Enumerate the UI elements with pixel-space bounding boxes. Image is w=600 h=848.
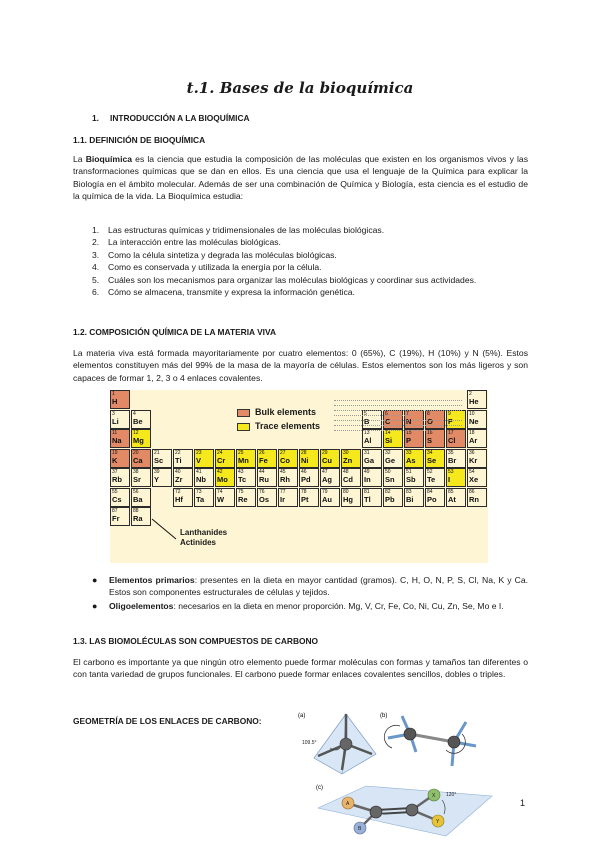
atomic-number: 34 [427,449,433,456]
element-cell-cs [110,488,130,507]
element-cell-sr [131,468,151,487]
atomic-number: 55 [112,488,118,495]
atomic-number: 31 [364,449,370,456]
atomic-number: 13 [364,430,370,436]
element-cell-cr [215,449,235,468]
legend-trace-label: Trace elements [255,421,321,431]
bullet-text: : necesarios en la dieta en menor proporción. Mg, V, Cr, Fe, Co, Ni, Cu, Zn, Se, Mo e I. [173,600,504,611]
element-symbol: Au [322,494,332,504]
angle-label-trigonal: 120° [446,792,457,798]
element-cell-au [320,488,340,507]
element-cell-fe [257,449,277,468]
geometry-heading: GEOMETRÍA DE LOS ENLACES DE CARBONO: [73,716,262,726]
element-symbol: Sr [133,475,141,484]
element-symbol: Mg [133,436,144,445]
element-cell-hg [341,488,361,507]
list-item [92,224,528,236]
element-cell-li [110,410,130,429]
element-symbol: In [364,475,371,484]
bullet-term: Elementos primarios [109,575,195,585]
atomic-number: 6 [385,410,388,417]
atomic-number: 38 [133,469,139,475]
section-number: 1. [92,113,99,123]
element-symbol: Be [133,416,143,426]
legend-bulk [237,406,316,419]
list-text: Cuáles son los mecanismos para organizar las moléculas biológicas y coordinar sus actividades. [108,274,477,285]
element-cell-se [425,449,445,468]
atom-label-a: A [346,801,350,807]
element-symbol: Te [427,475,436,484]
element-symbol: Pb [385,494,395,504]
atomic-number: 43 [238,469,244,475]
atomic-number: 18 [469,430,475,436]
element-symbol: Ge [385,455,396,465]
atomic-number: 46 [301,469,307,475]
atomic-number: 48 [343,469,349,475]
composition-paragraph: La materia viva está formada mayoritariamente por cuatro elementos: 0 (65%), C (19%), H (10%) y N (5%). Estos elementos constituyen más del 99% de la masa de la mayoría de células. Estos elementos son los más ligeros y son capaces de formar 1, 2, 3 o 4 enlaces covalentes. [73,348,528,383]
atomic-number: 78 [301,488,307,495]
double-bond-model [318,786,492,836]
atom-label-x: X [432,793,436,799]
element-symbol: Cu [322,455,332,465]
atomic-number: 88 [133,508,139,514]
element-cell-w [215,488,235,507]
atomic-number: 26 [259,449,265,456]
atomic-number: 11 [112,430,118,436]
atomic-number: 42 [217,469,223,475]
element-cell-br [446,449,466,468]
atomic-number: 52 [427,469,433,475]
rotation-model [384,716,476,766]
element-symbol: Co [280,455,290,465]
element-symbol: Ir [280,494,286,504]
atomic-number: 51 [406,469,412,475]
list-item [92,574,528,599]
element-cell-mo [215,468,235,487]
element-symbol: Sc [154,455,164,465]
element-cell-tl [362,488,382,507]
element-cell-k [110,449,130,468]
atomic-number: 56 [133,488,139,495]
actinides-label: Actinides [180,538,217,547]
atomic-number: 21 [154,449,160,456]
carbon-paragraph: El carbono es importante ya que ningún otro elemento puede formar moléculas con formas y tamaños tan diferentes o con tanta variedad de grupos funcionales. El carbono puede formar enlaces covalentes sencillos, dobles o triples. [73,657,528,680]
atomic-number: 25 [238,449,244,456]
atomic-number: 75 [238,488,244,495]
atomic-number: 54 [469,469,475,475]
atomic-number: 37 [112,469,118,475]
element-cell-co [278,449,298,468]
lanthanides-label: Lanthanides [180,528,228,537]
periodic-table-figure [110,390,488,563]
element-cell-cu [320,449,340,468]
element-cell-tc [236,468,256,487]
atomic-number: 40 [175,469,181,475]
atomic-number: 5 [364,410,367,417]
element-symbol: Mo [217,475,228,484]
atomic-number: 72 [175,488,181,495]
element-symbol: Bi [406,494,414,504]
list-item [92,236,528,248]
paragraph-body: es la ciencia que estudia la composición de las moléculas que existen en los organismos vivos y las transformaciones químicas que se dan en ellos. Es una ciencia que usa el lenguaje de la Química para explicar la Biología en el ámbito molecular. Además de ser una combinación de Química y Biología, esta ciencia es el estudio de la química de la vida. La Bioquímica estudia: [73,154,529,202]
f-block-labels [180,528,227,548]
subsection-heading-1-2: 1.2. COMPOSICIÓN QUÍMICA DE LA MATERIA VIVA [73,327,277,337]
atomic-number: 10 [469,410,475,417]
atomic-number: 80 [343,488,349,495]
atomic-number: 49 [364,469,370,475]
atomic-number: 20 [133,449,139,456]
element-symbol: Li [112,416,119,426]
element-symbol: Nb [196,475,206,484]
element-cell-ra [131,507,151,526]
atomic-number: 22 [175,449,181,456]
element-cell-re [236,488,256,507]
element-symbol: Cs [112,494,122,504]
element-symbol: Po [427,494,437,504]
element-groups-list [92,574,528,614]
element-symbol: Zn [343,455,353,465]
atomic-number: 33 [406,449,412,456]
section-title: INTRODUCCIÓN A LA BIOQUÍMICA [110,113,250,123]
element-cell-bi [404,488,424,507]
element-symbol: Ta [196,494,205,504]
element-symbol: W [217,494,225,504]
list-text: La interacción entre las moléculas biológicas. [108,237,281,248]
element-symbol: Kr [469,455,478,465]
element-symbol: Na [112,436,122,445]
element-symbol: Tl [364,494,371,504]
list-item [92,274,528,286]
element-cell-kr [467,449,487,468]
element-cell-fr [110,507,130,526]
atomic-number: 47 [322,469,328,475]
legend-fineprint [334,400,462,432]
atomic-number: 32 [385,449,391,456]
list-number: 1. [92,225,100,235]
element-symbol: Al [364,436,372,445]
list-number: 4. [92,262,100,273]
element-cell-rn [467,488,487,507]
atomic-number: 7 [406,410,409,417]
list-text: Las estructuras químicas y tridimensionales de las moléculas biológicas. [108,225,385,235]
element-symbol: F [448,416,453,426]
list-item [92,261,528,273]
element-symbol: N [406,416,412,426]
list-text: Como la célula sintetiza y degrada las moléculas biológicas. [108,249,337,260]
list-item [92,249,528,261]
atom-label-b: B [358,826,362,832]
section-heading-1 [92,112,250,124]
element-cell-xe [467,468,487,487]
element-symbol: K [112,455,118,465]
list-number: 2. [92,237,100,248]
element-symbol: Pd [301,475,311,484]
element-cell-ru [257,468,277,487]
element-cell-sn [383,468,403,487]
atomic-number: 15 [406,430,412,436]
element-cell-ti [173,449,193,468]
element-symbol: Rb [112,475,122,484]
atomic-number: 16 [427,430,433,436]
atomic-number: 50 [385,469,391,475]
atomic-number: 74 [217,488,223,495]
paragraph-lead: La [73,154,86,164]
atomic-number: 41 [196,469,202,475]
element-cell-in [362,468,382,487]
element-cell-ba [131,488,151,507]
element-cell-ca [131,449,151,468]
element-symbol: Sb [406,475,416,484]
element-cell-os [257,488,277,507]
element-cell-ar [467,429,487,448]
atomic-number: 29 [322,449,328,456]
element-symbol: Ti [175,455,182,465]
atomic-number: 83 [406,488,412,495]
element-symbol: O [427,416,433,426]
element-symbol: H [112,397,118,406]
legend-bulk-label: Bulk elements [255,407,317,417]
element-symbol: At [448,494,456,504]
atomic-number: 19 [112,449,118,456]
element-symbol: Cl [448,436,456,445]
angle-label-tetrahedral: 109.5° [302,740,317,746]
element-cell-cd [341,468,361,487]
element-symbol: Cr [217,455,226,465]
atomic-number: 85 [448,488,454,495]
atomic-number: 14 [385,430,391,436]
bullet-icon: ● [92,575,98,585]
list-text: Cómo se almacena, transmite y expresa la información genética. [108,287,355,298]
atomic-number: 77 [280,488,286,495]
element-symbol: I [448,475,451,484]
element-symbol: Ag [322,475,332,484]
element-symbol: Xe [469,475,479,484]
element-cell-be [131,410,151,429]
atomic-number: 87 [112,508,118,514]
element-symbol: Hg [343,494,353,504]
element-symbol: P [406,436,412,445]
atomic-number: 35 [448,449,454,456]
element-cell-ne [467,410,487,429]
element-cell-nb [194,468,214,487]
atomic-number: 39 [154,469,160,475]
element-cell-mg [131,429,151,448]
atomic-number: 30 [343,449,349,456]
atomic-number: 27 [280,449,286,456]
element-symbol: Ne [469,416,479,426]
element-cell-pd [299,468,319,487]
element-symbol: Re [238,494,248,504]
lanthanides-pointer-icon [150,517,182,543]
atomic-number: 73 [196,488,202,495]
element-cell-he [467,390,487,409]
trace-swatch [237,423,250,431]
element-cell-h [110,390,130,409]
atomic-number: 3 [112,410,115,417]
atomic-number: 23 [196,449,202,456]
element-symbol: Rn [469,494,479,504]
fig-label-c: (c) [316,785,323,791]
element-symbol: Fr [112,514,120,523]
element-symbol: Ga [364,455,375,465]
bulk-swatch [237,409,250,417]
atomic-number: 45 [280,469,286,475]
element-cell-zn [341,449,361,468]
legend-trace [237,420,320,433]
element-cell-hf [173,488,193,507]
element-symbol: Mn [238,455,249,465]
element-symbol: Pt [301,494,309,504]
element-cell-ga [362,449,382,468]
element-symbol: Ar [469,436,478,445]
element-symbol: B [364,416,370,426]
element-cell-ni [299,449,319,468]
atomic-number: 79 [322,488,328,495]
list-number: 6. [92,287,100,298]
element-cell-ge [383,449,403,468]
element-cell-i [446,468,466,487]
element-symbol: Hf [175,494,183,504]
element-cell-sb [404,468,424,487]
subsection-heading-1-1: 1.1. DEFINICIÓN DE BIOQUÍMICA [73,135,206,145]
element-cell-ag [320,468,340,487]
bullet-icon: ● [92,600,98,611]
biochemistry-topics-list [92,224,528,299]
element-symbol: Ru [259,475,269,484]
atomic-number: 2 [469,391,472,397]
tetrahedron-model [302,714,376,774]
fig-label-b: (b) [380,713,388,719]
atomic-number: 44 [259,469,265,475]
bold-term: Bioquímica [85,154,133,164]
atomic-number: 76 [259,488,265,495]
element-symbol: Ni [301,455,309,465]
atom-label-y: Y [436,819,440,825]
atomic-number: 28 [301,449,307,456]
document-title: t.1. Bases de la bioquímica [186,79,414,97]
bullet-term: Oligoelementos [109,600,174,611]
atomic-number: 84 [427,488,433,495]
element-symbol: Cd [343,475,353,484]
atomic-number: 8 [427,410,430,417]
atomic-number: 86 [469,488,475,495]
carbon-geometry-figure [296,708,506,840]
atomic-number: 24 [217,449,223,456]
list-number: 3. [92,249,100,260]
element-cell-v [194,449,214,468]
element-cell-rb [110,468,130,487]
subsection-heading-1-3: 1.3. LAS BIOMOLÉCULAS SON COMPUESTOS DE CARBONO [73,636,319,646]
fig-label-a: (a) [298,713,306,719]
element-cell-at [446,488,466,507]
atomic-number: 82 [385,488,391,495]
element-cell-sc [152,449,172,468]
element-symbol: C [385,416,391,426]
element-symbol: Ba [133,494,143,504]
element-cell-te [425,468,445,487]
element-symbol: Y [154,475,160,484]
element-symbol: Tc [238,475,247,484]
element-symbol: Ca [133,455,143,465]
element-symbol: Sn [385,475,395,484]
atomic-number: 9 [448,410,451,417]
atomic-number: 4 [133,410,136,417]
element-symbol: Os [259,494,270,504]
atomic-number: 17 [448,430,454,436]
list-text: Como es conservada y utilizada la energía por la célula. [108,262,322,273]
element-cell-mn [236,449,256,468]
element-cell-as [404,449,424,468]
atomic-number: 12 [133,430,139,436]
element-symbol: Ra [133,514,143,523]
element-symbol: As [406,455,416,465]
element-cell-ta [194,488,214,507]
element-symbol: V [196,455,202,465]
element-symbol: Se [427,455,437,465]
element-cell-pt [299,488,319,507]
element-cell-rh [278,468,298,487]
list-item [92,286,528,298]
page-number: 1 [520,798,526,808]
atomic-number: 53 [448,469,454,475]
element-cell-po [425,488,445,507]
bullet-text: : presentes en la dieta en mayor cantidad (gramos). C, H, O, N, P, S, Cl, Na, K y Ca. Estos son componentes estructurales de células y tejidos. [109,575,528,598]
element-cell-y [152,468,172,487]
element-symbol: Zr [175,475,183,484]
element-cell-zr [173,468,193,487]
element-symbol: Fe [259,455,268,465]
definition-paragraph [73,153,528,203]
element-symbol: He [469,397,479,406]
atomic-number: 1 [112,391,115,397]
element-cell-ir [278,488,298,507]
element-symbol: Rh [280,475,290,484]
element-symbol: Si [385,436,393,445]
atomic-number: 36 [469,449,475,456]
element-symbol: Br [448,455,457,465]
element-cell-na [110,429,130,448]
list-item [92,600,528,613]
list-number: 5. [92,274,100,285]
atomic-number: 81 [364,488,370,495]
element-symbol: S [427,436,433,445]
element-cell-pb [383,488,403,507]
